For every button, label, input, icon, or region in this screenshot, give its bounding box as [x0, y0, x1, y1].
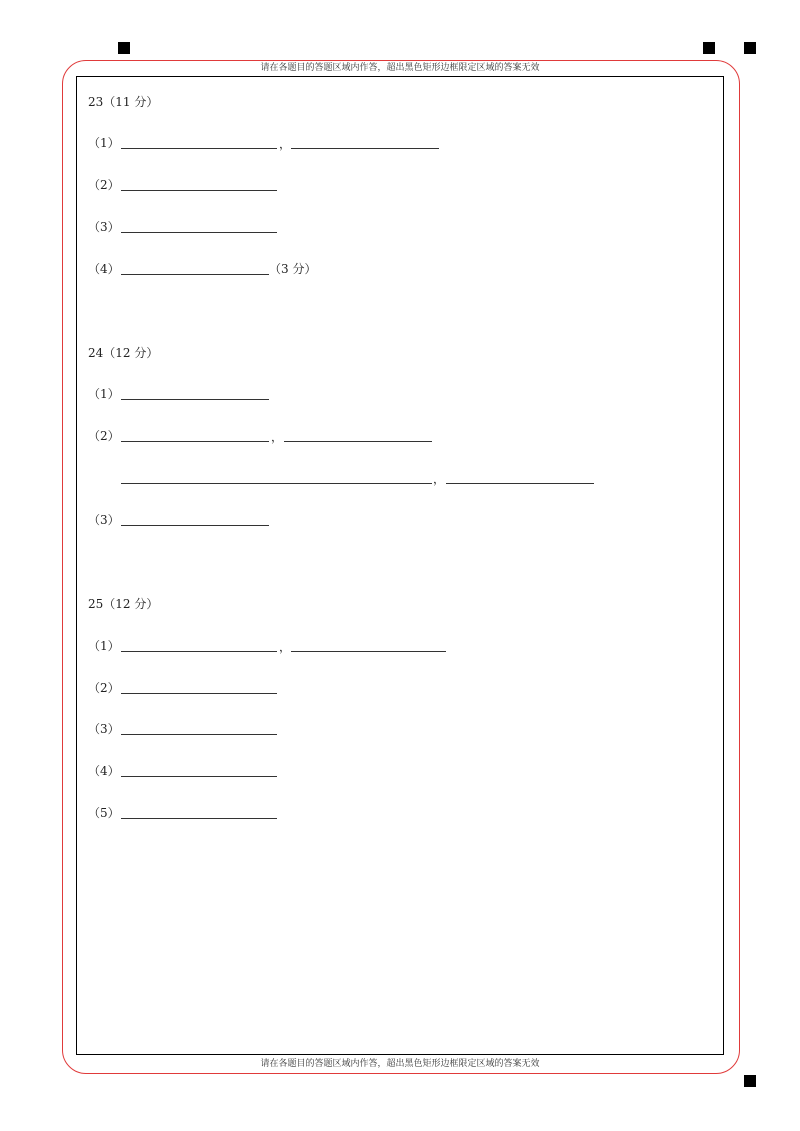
notice-bottom: 请在各题目的答题区域内作答，超出黑色矩形边框限定区域的答案无效 [260, 1059, 540, 1069]
separator: ， [279, 137, 292, 151]
item-number: （5） [88, 806, 120, 820]
separator: ， [279, 640, 292, 654]
points-note: （3 分） [269, 262, 317, 276]
registration-mark-top-right-2 [744, 42, 756, 54]
answer-blank[interactable] [121, 483, 432, 484]
notice-top: 请在各题目的答题区域内作答，超出黑色矩形边框限定区域的答案无效 [260, 63, 540, 73]
registration-mark-top-left [118, 42, 130, 54]
answer-area-border [76, 76, 724, 1055]
item-number: （3） [88, 513, 120, 527]
answer-blank[interactable] [291, 651, 446, 652]
question-25-title: 25（12 分） [88, 597, 159, 611]
item-number: （4） [88, 764, 120, 778]
question-24-title: 24（12 分） [88, 346, 159, 360]
item-number: （1） [88, 136, 120, 150]
answer-blank[interactable] [284, 441, 432, 442]
answer-blank[interactable] [121, 148, 277, 149]
item-number: （3） [88, 722, 120, 736]
item-number: （1） [88, 387, 120, 401]
answer-blank[interactable] [121, 190, 277, 191]
item-number: （3） [88, 220, 120, 234]
answer-blank[interactable] [121, 776, 277, 777]
answer-blank[interactable] [121, 651, 277, 652]
question-23-title: 23（11 分） [88, 95, 159, 109]
item-number: （2） [88, 681, 120, 695]
registration-mark-top-right-1 [703, 42, 715, 54]
separator: ， [433, 472, 446, 486]
item-number: （4） [88, 262, 120, 276]
answer-blank[interactable] [121, 274, 269, 275]
item-number: （1） [88, 639, 120, 653]
answer-blank[interactable] [121, 818, 277, 819]
item-number: （2） [88, 429, 120, 443]
answer-blank[interactable] [121, 734, 277, 735]
answer-blank[interactable] [121, 232, 277, 233]
answer-blank[interactable] [121, 693, 277, 694]
registration-mark-bottom-right [744, 1075, 756, 1087]
answer-blank[interactable] [121, 525, 269, 526]
answer-blank[interactable] [121, 441, 269, 442]
answer-blank[interactable] [121, 399, 269, 400]
answer-blank[interactable] [446, 483, 594, 484]
separator: ， [271, 430, 284, 444]
item-number: （2） [88, 178, 120, 192]
answer-blank[interactable] [291, 148, 439, 149]
